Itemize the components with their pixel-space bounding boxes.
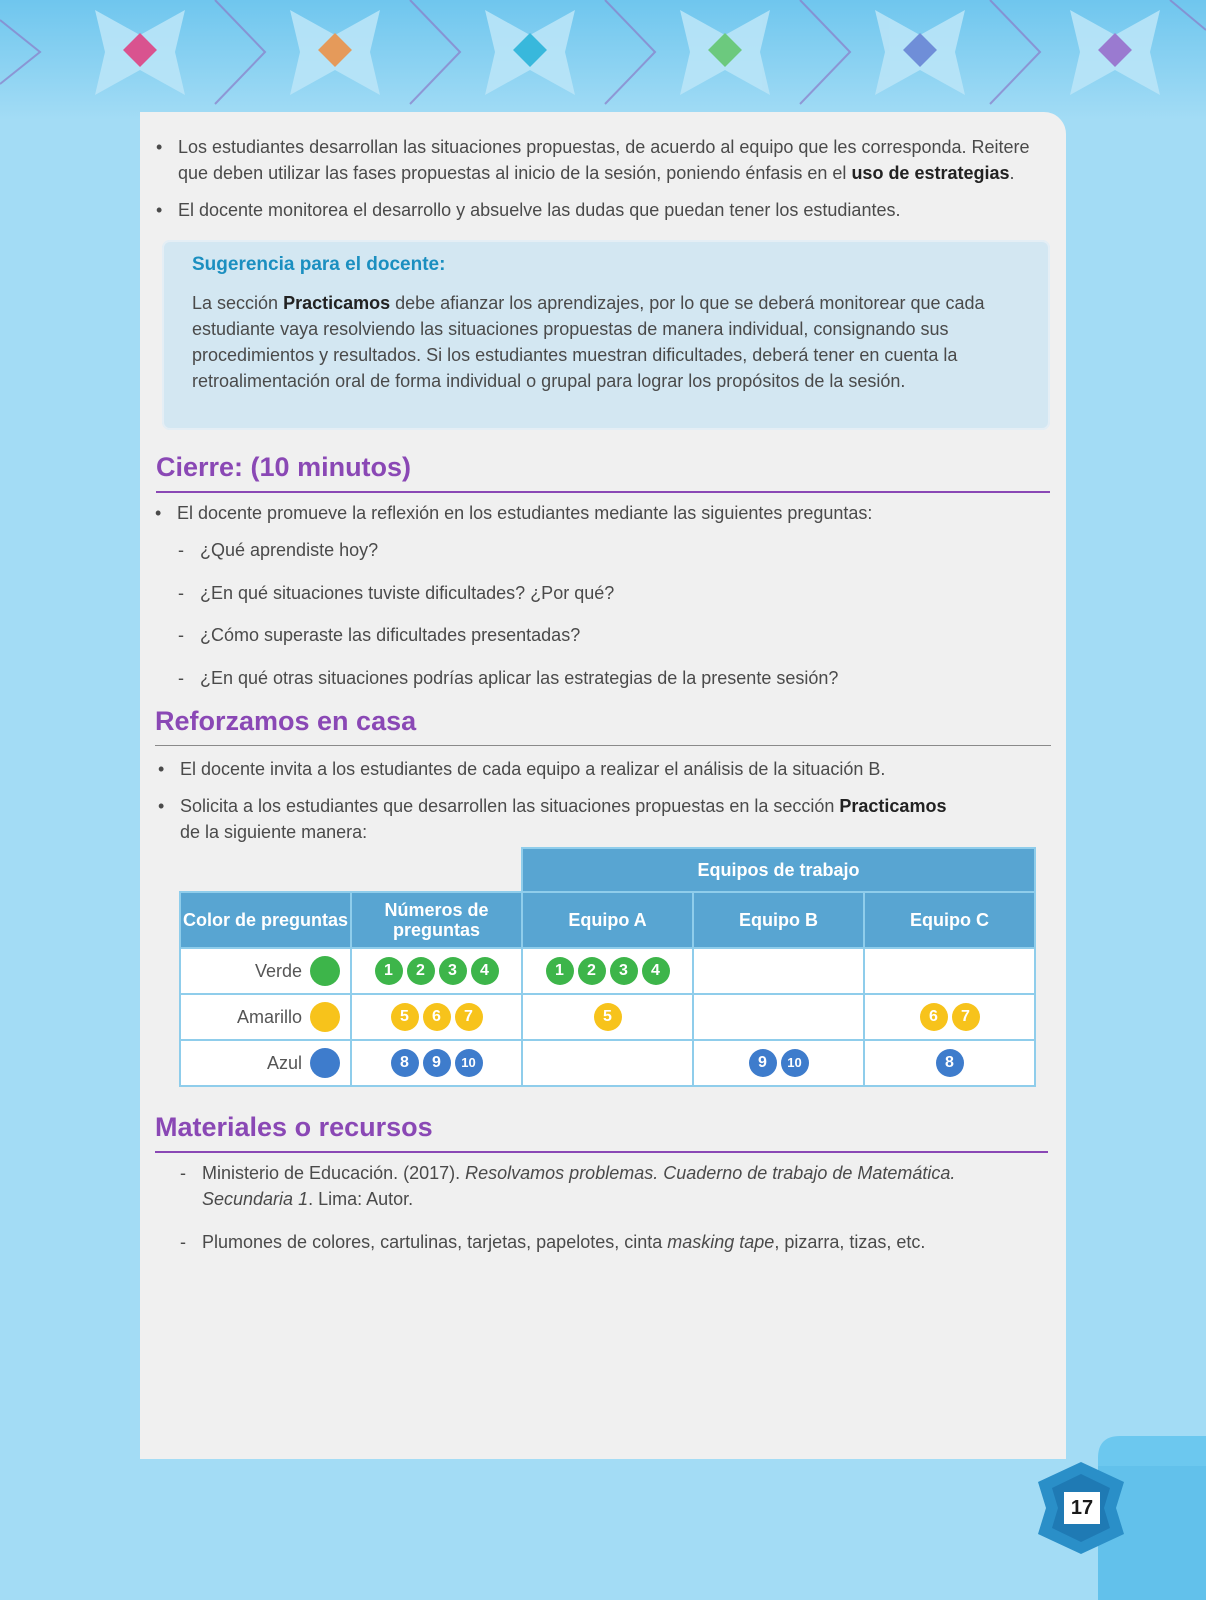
page-number: 17 — [1064, 1492, 1100, 1524]
dash-icon: - — [180, 1232, 186, 1252]
cierre-question-4-text: ¿En qué otras situaciones podrías aplicar las estrategias de la presente sesión? — [200, 668, 839, 688]
materiales-item-2 — [180, 1229, 1022, 1255]
cierre-question-4 — [178, 665, 839, 691]
equipo-b-cell — [693, 948, 864, 994]
equipo-c-cell — [864, 994, 1035, 1040]
cierre-bullet-text: El docente promueve la reflexión en los estudiantes mediante las siguientes preguntas: — [177, 503, 873, 523]
color-name: Verde — [254, 960, 302, 981]
dash-icon: - — [180, 1163, 186, 1183]
numbers-cell — [351, 948, 522, 994]
table-row — [180, 948, 1035, 994]
work-teams-table — [179, 847, 1036, 1087]
materiales-item-2-end: , pizarra, tizas, etc. — [774, 1232, 926, 1252]
cierre-question-1-text: ¿Qué aprendiste hoy? — [200, 540, 379, 560]
materiales-item-1-title: Resolvamos problemas. Cuaderno de trabajo de Matemática. Secundaria 1 — [202, 1163, 956, 1209]
dash-icon: - — [178, 668, 184, 688]
cierre-question-2-text: ¿En qué situaciones tuviste dificultades? ¿Por qué? — [200, 583, 615, 603]
cierre-bullet — [155, 500, 1039, 526]
suggestion-body — [192, 290, 992, 394]
table-corner-empty — [180, 848, 522, 892]
color-cell — [180, 948, 351, 994]
materiales-item-1-end: . Lima: Autor. — [308, 1189, 414, 1209]
group-header: Equipos de trabajo — [522, 848, 1035, 892]
suggestion-body-bold: Practicamos — [283, 293, 391, 313]
color-cell — [180, 994, 351, 1040]
bullet-icon: • — [156, 200, 163, 220]
intro-bullet-1-end: . — [1009, 163, 1015, 183]
cierre-divider — [156, 491, 1050, 493]
dash-icon: - — [178, 583, 184, 603]
question-number-chip: 3 — [610, 957, 638, 985]
numbers-cell — [351, 994, 522, 1040]
cierre-question-3 — [178, 622, 581, 648]
intro-bullet-1-text: Los estudiantes desarrollan las situaciones propuestas, de acuerdo al equipo que les corresponda. Reitere que deben utilizar las fases propuestas al inicio de la sesión, poniendo énfasis en el — [178, 137, 1030, 183]
equipo-a-cell — [522, 1040, 693, 1086]
question-number-chip: 8 — [936, 1049, 964, 1077]
equipo-b-cell — [693, 994, 864, 1040]
equipo-a-cell — [522, 948, 693, 994]
dash-icon: - — [178, 540, 184, 560]
teacher-suggestion-box — [162, 240, 1050, 430]
cierre-title: Cierre: (10 minutos) — [156, 452, 412, 482]
suggestion-body-start: La sección — [192, 293, 284, 313]
materiales-item-1 — [180, 1160, 962, 1212]
materiales-item-2-text: Plumones de colores, cartulinas, tarjetas, papelotes, cinta — [202, 1232, 668, 1252]
reforzamos-divider — [155, 745, 1051, 746]
question-number-chip: 7 — [455, 1003, 483, 1031]
reforzamos-bullet-1 — [158, 756, 1040, 782]
equipo-c-cell — [864, 1040, 1035, 1086]
equipo-b-cell — [693, 1040, 864, 1086]
materiales-divider — [155, 1151, 1048, 1153]
question-number-chip: 4 — [642, 957, 670, 985]
question-number-chip: 1 — [375, 957, 403, 985]
reforzamos-bullet-2-bold: Practicamos — [839, 796, 947, 816]
question-number-chip: 10 — [455, 1049, 483, 1077]
color-cell — [180, 1040, 351, 1086]
color-name: Amarillo — [236, 1006, 302, 1027]
question-number-chip: 10 — [781, 1049, 809, 1077]
color-swatch-icon — [310, 1002, 340, 1032]
question-number-chip: 6 — [920, 1003, 948, 1031]
cierre-question-1 — [178, 537, 379, 563]
materiales-item-2-italic: masking tape — [667, 1232, 775, 1252]
equipo-a-cell — [522, 994, 693, 1040]
question-number-chip: 2 — [407, 957, 435, 985]
intro-bullet-2-text: El docente monitorea el desarrollo y absuelve las dudas que puedan tener los estudiantes. — [178, 200, 901, 220]
intro-bullet-1-bold: uso de estrategias — [851, 163, 1010, 183]
question-number-chip: 3 — [439, 957, 467, 985]
question-number-chip: 9 — [423, 1049, 451, 1077]
header-numbers: Números de preguntas — [351, 892, 522, 948]
dash-icon: - — [178, 625, 184, 645]
question-number-chip: 9 — [749, 1049, 777, 1077]
bullet-icon: • — [156, 137, 163, 157]
reforzamos-bullet-2 — [158, 793, 970, 845]
materiales-title: Materiales o recursos — [155, 1112, 433, 1142]
question-number-chip: 6 — [423, 1003, 451, 1031]
bullet-icon: • — [155, 503, 162, 523]
cierre-question-3-text: ¿Cómo superaste las dificultades presentadas? — [200, 625, 581, 645]
table-body — [180, 948, 1035, 1086]
header-equipo-a: Equipo A — [522, 892, 693, 948]
bullet-icon: • — [158, 759, 165, 779]
color-swatch-icon — [310, 1048, 340, 1078]
intro-bullet-1 — [156, 134, 1040, 186]
suggestion-body-end: debe afianzar los aprendizajes, por lo que se deberá monitorear que cada estudiante vaya resolviendo las situaciones propuestas de manera individual, consignando sus procedimientos y resultados. Si los estudiantes muestran dificultades, deberá tener en cuenta la retroalimentación oral de forma individual o grupal para lograr los propósitos de la sesión. — [192, 293, 985, 391]
intro-bullet-2 — [156, 197, 1040, 223]
numbers-cell — [351, 1040, 522, 1086]
question-number-chip: 7 — [952, 1003, 980, 1031]
reforzamos-bullet-1-text: El docente invita a los estudiantes de cada equipo a realizar el análisis de la situación B. — [180, 759, 886, 779]
suggestion-title: Sugerencia para el docente: — [192, 254, 446, 275]
question-number-chip: 8 — [391, 1049, 419, 1077]
decorative-top-banner — [0, 0, 1206, 120]
header-equipo-b: Equipo B — [693, 892, 864, 948]
header-color: Color de preguntas — [180, 892, 351, 948]
bullet-icon: • — [158, 796, 165, 816]
materiales-item-1-text: Ministerio de Educación. (2017). — [202, 1163, 466, 1183]
table-row — [180, 1040, 1035, 1086]
reforzamos-bullet-2-end: de la siguiente manera: — [180, 822, 368, 842]
table-row — [180, 994, 1035, 1040]
question-number-chip: 5 — [594, 1003, 622, 1031]
cierre-question-2 — [178, 580, 615, 606]
reforzamos-title: Reforzamos en casa — [155, 706, 417, 736]
color-swatch-icon — [310, 956, 340, 986]
color-name: Azul — [266, 1052, 302, 1073]
question-number-chip: 4 — [471, 957, 499, 985]
question-number-chip: 1 — [546, 957, 574, 985]
header-equipo-c: Equipo C — [864, 892, 1035, 948]
question-number-chip: 2 — [578, 957, 606, 985]
equipo-c-cell — [864, 948, 1035, 994]
question-number-chip: 5 — [391, 1003, 419, 1031]
reforzamos-bullet-2-text: Solicita a los estudiantes que desarrollen las situaciones propuestas en la sección — [180, 796, 840, 816]
